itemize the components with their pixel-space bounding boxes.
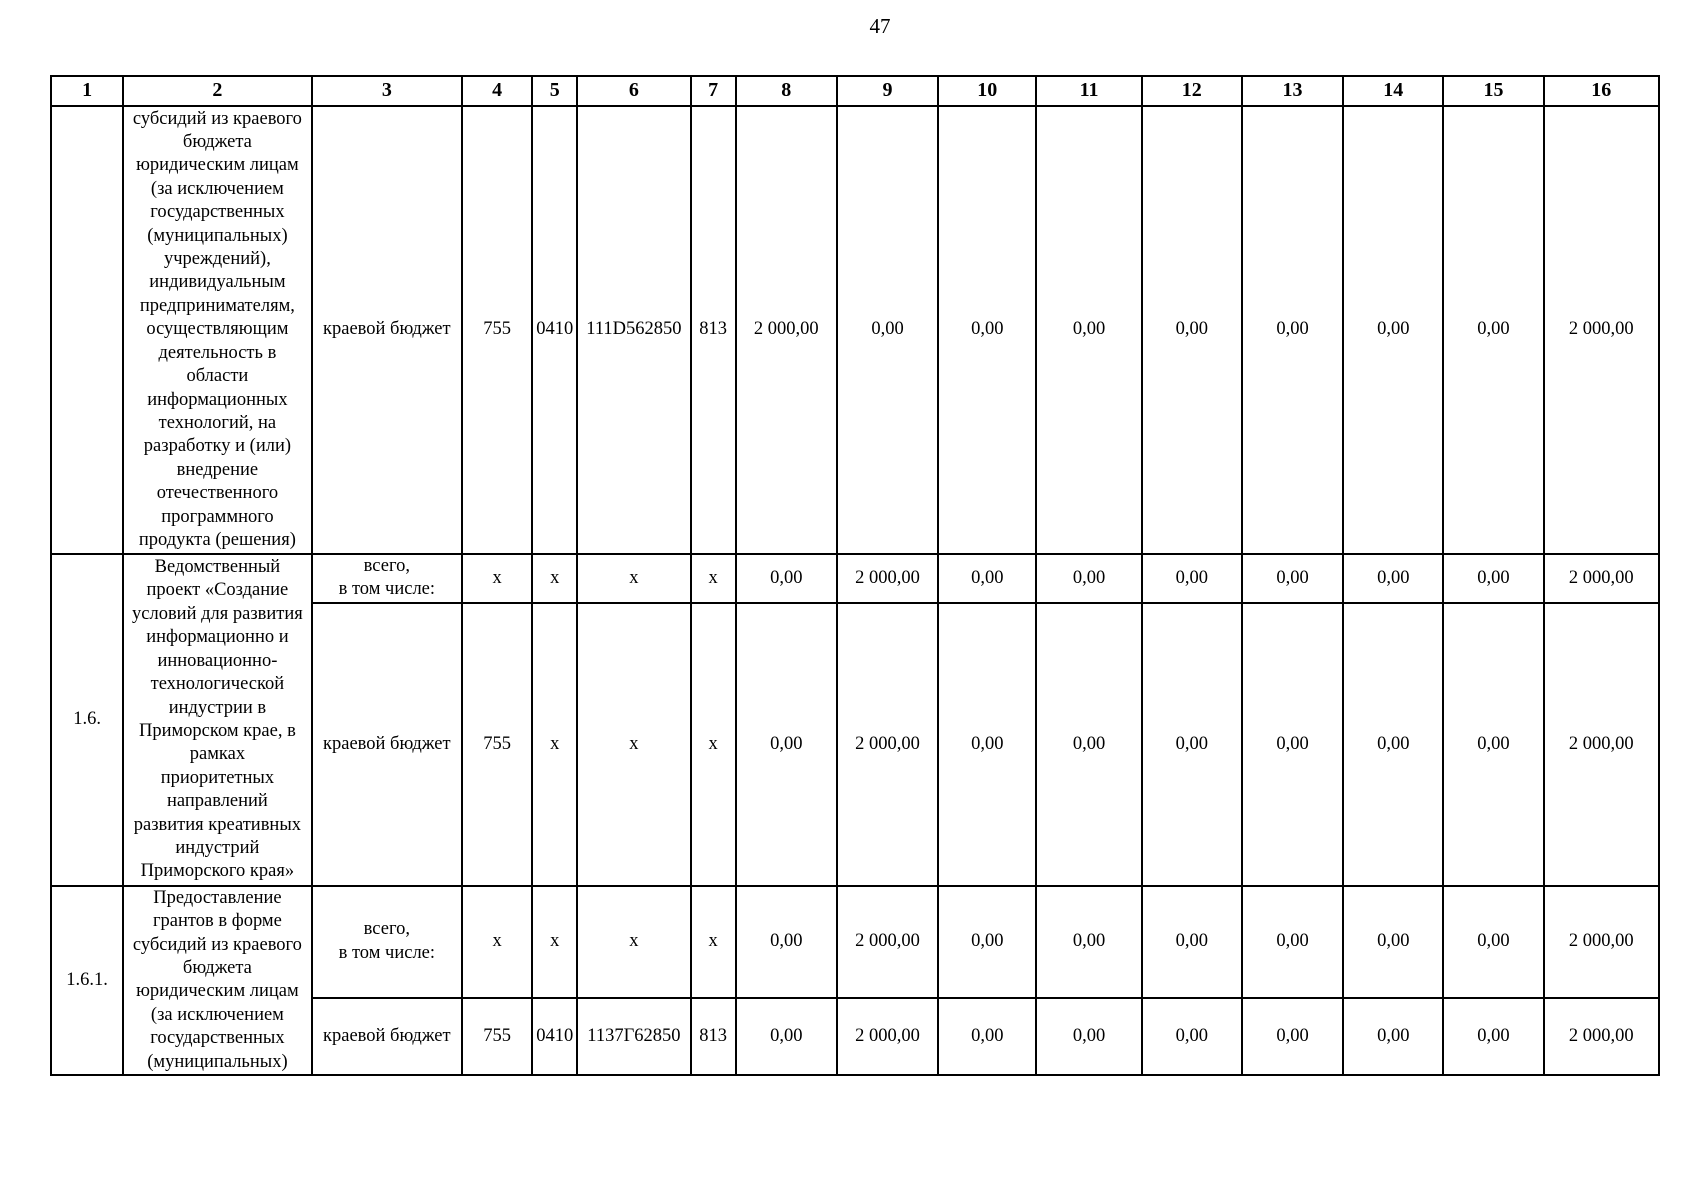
amount-cell: 0,00 [736,603,837,886]
total-amount-cell: 2 000,00 [1544,106,1659,554]
target-code-cell: х [577,554,690,603]
column-header: 6 [577,76,690,106]
description-line: разработку и (или) [143,436,292,457]
description-line: грантов в форме [152,911,282,932]
amount-cell: 0,00 [938,998,1036,1076]
section-code-cell: 0410 [532,998,577,1076]
amount-cell: 0,00 [938,554,1036,603]
funding-total-label: всего, [363,556,410,576]
column-header: 5 [532,76,577,106]
amount-cell: 0,00 [1343,106,1443,554]
amount-cell: 0,00 [1242,106,1343,554]
description-line: юридическим лицам [136,155,299,176]
description-line: (муниципальных) [147,1051,288,1072]
column-header: 15 [1443,76,1543,106]
total-amount-cell: 2 000,00 [1544,886,1659,998]
target-code-cell: 111D562850 [577,106,690,554]
funding-including-label: в том числе: [338,579,436,600]
amount-cell: 0,00 [1142,998,1242,1076]
description-line: субсидий из краевого [132,108,302,129]
amount-cell: 2 000,00 [837,554,938,603]
column-header: 8 [736,76,837,106]
amount-cell: 0,00 [1036,886,1141,998]
description-line: государственных [150,1028,285,1049]
amount-cell: 0,00 [1443,886,1543,998]
amount-cell: 0,00 [1036,998,1141,1076]
grbs-code-cell: 755 [462,998,532,1076]
table-row [51,106,1659,554]
amount-cell: 0,00 [1443,106,1543,554]
description-line: (за исключением [150,178,284,199]
amount-cell: 0,00 [837,106,938,554]
description-line: государственных [150,202,285,223]
expense-type-cell: 813 [691,998,736,1076]
section-code-cell: х [532,886,577,998]
expense-type-cell: х [691,554,736,603]
budget-table [50,75,1660,1076]
description-line: юридическим лицам [136,981,299,1002]
column-header: 16 [1544,76,1659,106]
amount-cell: 0,00 [1343,886,1443,998]
amount-cell: 2 000,00 [736,106,837,554]
amount-cell: 0,00 [1443,554,1543,603]
description-line: (за исключением [150,1004,284,1025]
amount-cell: 0,00 [938,603,1036,886]
description-line: Ведомственный [154,557,281,578]
funding-source-cell [312,554,462,603]
description-line: Предоставление [153,887,282,908]
description-line: субсидий из краевого [132,934,302,955]
table-row [51,554,1659,603]
description-line: учреждений), [163,249,271,270]
amount-cell: 0,00 [938,106,1036,554]
description-line: информационно и [146,627,289,648]
amount-cell: 0,00 [1242,603,1343,886]
grbs-code-cell: 755 [462,603,532,886]
amount-cell: 0,00 [1036,603,1141,886]
description-cell [123,886,311,1075]
description-line: (муниципальных) [147,225,288,246]
description-line: программного [161,506,274,527]
expense-type-cell: х [691,886,736,998]
column-header: 14 [1343,76,1443,106]
description-line: бюджета [182,132,252,153]
amount-cell: 2 000,00 [837,603,938,886]
description-line: осуществляющим [146,319,289,340]
amount-cell: 0,00 [736,998,837,1076]
description-cell [123,106,311,554]
expense-type-cell: х [691,603,736,886]
description-line: направлений [166,791,268,812]
target-code-cell: 1137Г62850 [577,998,690,1076]
page-number: 47 [869,14,891,38]
description-line: технологической [150,674,285,695]
table-row [51,886,1659,998]
target-code-cell: х [577,886,690,998]
description-line: рамках [189,744,246,765]
funding-source-cell [312,886,462,998]
description-cell [123,554,311,886]
description-line: продукта (решения) [138,529,296,550]
description-line: области [186,366,249,387]
description-line: технологий, на [158,412,277,433]
funding-source-cell: краевой бюджет [312,998,462,1076]
amount-cell: 0,00 [1443,998,1543,1076]
amount-cell: 0,00 [1142,554,1242,603]
column-header: 7 [691,76,736,106]
item-number-cell [51,106,123,554]
funding-source-cell: краевой бюджет [312,603,462,886]
grbs-code-cell: х [462,886,532,998]
amount-cell: 0,00 [1036,554,1141,603]
amount-cell: 0,00 [1242,998,1343,1076]
description-line: инновационно- [157,650,278,671]
section-code-cell: х [532,603,577,886]
grbs-code-cell: х [462,554,532,603]
amount-cell: 0,00 [1343,554,1443,603]
amount-cell: 0,00 [1443,603,1543,886]
total-amount-cell: 2 000,00 [1544,998,1659,1076]
section-code-cell: х [532,554,577,603]
description-line: информационных [147,389,288,410]
amount-cell: 0,00 [1242,554,1343,603]
item-number-cell: 1.6.1. [51,886,123,1075]
column-header: 11 [1036,76,1141,106]
target-code-cell: х [577,603,690,886]
grbs-code-cell: 755 [462,106,532,554]
description-line: Приморского края» [140,861,295,882]
description-line: индивидуальным [149,272,286,293]
amount-cell: 0,00 [1142,106,1242,554]
amount-cell: 2 000,00 [837,886,938,998]
expense-type-cell: 813 [691,106,736,554]
amount-cell: 0,00 [736,554,837,603]
item-number-cell: 1.6. [51,554,123,886]
description-line: деятельность в [158,342,277,363]
column-header: 13 [1242,76,1343,106]
description-line: бюджета [182,958,252,979]
funding-including-label: в том числе: [338,942,436,963]
amount-cell: 0,00 [938,886,1036,998]
description-line: индустрии в [168,697,267,718]
amount-cell: 0,00 [1142,886,1242,998]
description-line: проект «Создание [146,580,289,601]
amount-cell: 0,00 [1343,998,1443,1076]
description-line: индустрий [175,837,260,858]
description-line: отечественного [156,483,279,504]
description-line: условий для развития [132,603,303,624]
amount-cell: 2 000,00 [837,998,938,1076]
amount-cell: 0,00 [1036,106,1141,554]
total-amount-cell: 2 000,00 [1544,554,1659,603]
column-header: 4 [462,76,532,106]
funding-source-cell: краевой бюджет [312,106,462,554]
column-header: 12 [1142,76,1242,106]
amount-cell: 0,00 [736,886,837,998]
funding-total-label: всего, [363,919,410,940]
description-line: предпринимателям, [139,295,295,316]
description-line: Приморском крае, в [138,720,296,741]
column-header: 2 [123,76,311,106]
amount-cell: 0,00 [1242,886,1343,998]
section-code-cell: 0410 [532,106,577,554]
column-header: 3 [312,76,462,106]
table-header-row [51,76,1659,106]
description-line: развития креативных [133,814,302,835]
amount-cell: 0,00 [1343,603,1443,886]
description-line: приоритетных [160,767,275,788]
description-line: внедрение [176,459,259,480]
total-amount-cell: 2 000,00 [1544,603,1659,886]
column-header: 1 [51,76,123,106]
amount-cell: 0,00 [1142,603,1242,886]
column-header: 10 [938,76,1036,106]
column-header: 9 [837,76,938,106]
